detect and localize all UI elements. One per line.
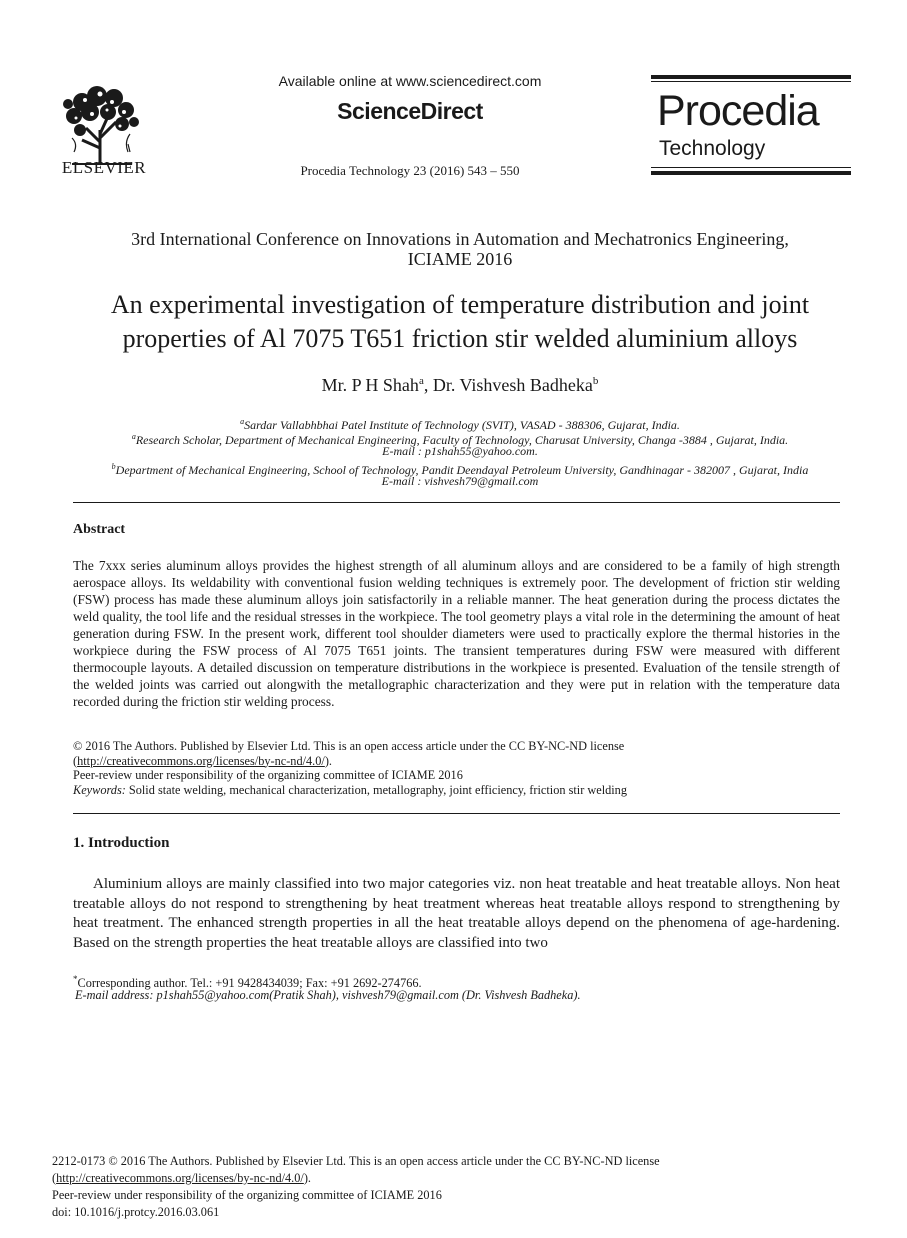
title-line-1: An experimental investigation of temperature distribution and joint	[110, 290, 810, 319]
abstract-body: The 7xxx series aluminum alloys provides the highest strength of all aluminum alloys and are considered to be a family of high strength aerospace alloys. Its weldability with conventional fusion welding techniques is extremely poor. The development of friction stir welding (FSW) process has made these aluminum alloys join satisfactorily in a reliable manner. The heat generation during the process dictates the weld quality, the tool life and the residual stresses in the workpiece. The tool geometry plays a vital role in the determining the amount of heat generation during FSW. In the present work, different tool shoulder diameters were used to practically explore the thermal histories in the workpiece during the FSW process of Al 7075 T651 joints. The transient temperatures during FSW were measured with different thermocouple layouts. A detailed discussion on temperature distributions in the workpiece is presented. Evaluation of the tensile strength of the welded joints was carried out alongwith the metallographic characterization and they were put in relation with the temperature data recorded during the friction stir welding process.	[73, 558, 840, 709]
available-online-text: Available online at www.sciencedirect.com	[278, 73, 542, 89]
author-1-affiliation-mark: a	[418, 375, 424, 387]
elsevier-wordmark: ELSEVIER	[61, 158, 147, 177]
paper-title	[60, 288, 860, 356]
bottom-license-link[interactable]: http://creativecommons.org/licenses/by-nc-nd/4.0/	[56, 1171, 304, 1185]
issn-copyright-line: 2212-0173 © 2016 The Authors. Published by Elsevier Ltd. This is an open access article under the CC BY-NC-ND license	[52, 1154, 660, 1168]
affiliation-a-email: E-mail : p1shah55@yahoo.com.	[382, 444, 538, 458]
affiliation-b-text: Department of Mechanical Engineering, School of Technology, Pandit Deendayal Petroleum University, Gandhinagar - 382007 , Gujarat, India	[115, 463, 809, 477]
conference-name	[60, 229, 860, 269]
affiliation-a1-mark: a	[240, 417, 245, 426]
affiliation-b-mark: b	[111, 462, 116, 471]
footnote-marker: *	[73, 974, 78, 984]
copyright-line: © 2016 The Authors. Published by Elsevier Ltd. This is an open access article under the CC BY-NC-ND license	[73, 739, 625, 753]
bottom-license-line	[52, 1170, 852, 1187]
logo-top-thin-rule	[651, 81, 851, 82]
author-2-affiliation-mark: b	[592, 375, 599, 387]
conference-line-1: 3rd International Conference on Innovations in Automation and Mechatronics Engineering,	[131, 229, 789, 249]
procedia-technology-logo	[651, 75, 851, 175]
technology-word: Technology	[659, 137, 766, 160]
keywords-list: Solid state welding, mechanical characterization, metallography, joint efficiency, friction stir welding	[125, 782, 627, 797]
sciencedirect-brand: ScienceDirect	[337, 98, 483, 124]
title-line-2: properties of Al 7075 T651 friction stir welded aluminium alloys	[122, 324, 798, 353]
logo-bottom-thin-rule	[651, 167, 851, 168]
affiliation-b-email: E-mail : vishvesh79@gmail.com	[381, 474, 539, 488]
author-2: Dr. Vishvesh Badheka	[432, 375, 593, 395]
peer-review-line: Peer-review under responsibility of the organizing committee of ICIAME 2016	[73, 768, 463, 783]
corresponding-author-text: Corresponding author. Tel.: +91 9428434039; Fax: +91 2692-274766.	[77, 976, 422, 991]
bottom-license-open: (	[52, 1171, 57, 1185]
procedia-word: Procedia	[657, 87, 819, 135]
doi-line[interactable]: doi: 10.1016/j.protcy.2016.03.061	[52, 1205, 220, 1219]
license-link[interactable]: http://creativecommons.org/licenses/by-nc-nd/4.0/	[77, 753, 325, 768]
author-list	[60, 375, 860, 396]
logo-bottom-rule	[651, 171, 851, 175]
affiliation-a2-text: Research Scholar, Department of Mechanical Engineering, Faculty of Technology, Charusat University, Changa -3884 , Gujarat, India.	[135, 433, 789, 447]
author-separator: ,	[423, 375, 433, 395]
keywords-line	[73, 783, 840, 798]
license-open-paren: (	[73, 753, 78, 768]
bottom-peer-review: Peer-review under responsibility of the organizing committee of ICIAME 2016	[52, 1188, 442, 1202]
affiliation-a1-text: Sardar Vallabhbhai Patel Institute of Technology (SVIT), VASAD - 388306, Gujarat, India.	[244, 418, 680, 432]
copyright-notice	[73, 739, 840, 797]
introduction-heading: 1. Introduction	[73, 835, 170, 851]
license-close-paren: ).	[324, 753, 332, 768]
introduction-body: Aluminium alloys are mainly classified into two major categories viz. non heat treatable and heat treatable alloys. Non heat treatable alloys do not respond to strengthening by heat treatment whereas heat treatable alloys respond to strengthening by heat treatment. The enhanced strength properties in all the heat treatable alloys depend on the phenomena of age-hardening. Based on the strength properties the heat treatable alloys are classified into two	[73, 876, 840, 951]
divider-top	[73, 502, 840, 503]
keywords-label: Keywords:	[73, 782, 126, 797]
author-email-note: E-mail address: p1shah55@yahoo.com(Pratik Shah), vishvesh79@gmail.com (Dr. Vishvesh Badheka).	[75, 988, 581, 1002]
affiliation-a2-mark: a	[131, 432, 136, 441]
journal-citation: Procedia Technology 23 (2016) 543 – 550	[300, 163, 520, 178]
divider-bottom	[73, 813, 840, 814]
abstract-heading: Abstract	[73, 522, 126, 537]
logo-top-rule	[651, 75, 851, 79]
bottom-license-close: ).	[303, 1171, 311, 1185]
author-1: Mr. P H Shah	[321, 375, 419, 395]
license-line	[73, 754, 840, 769]
conference-line-2: ICIAME 2016	[407, 249, 513, 269]
